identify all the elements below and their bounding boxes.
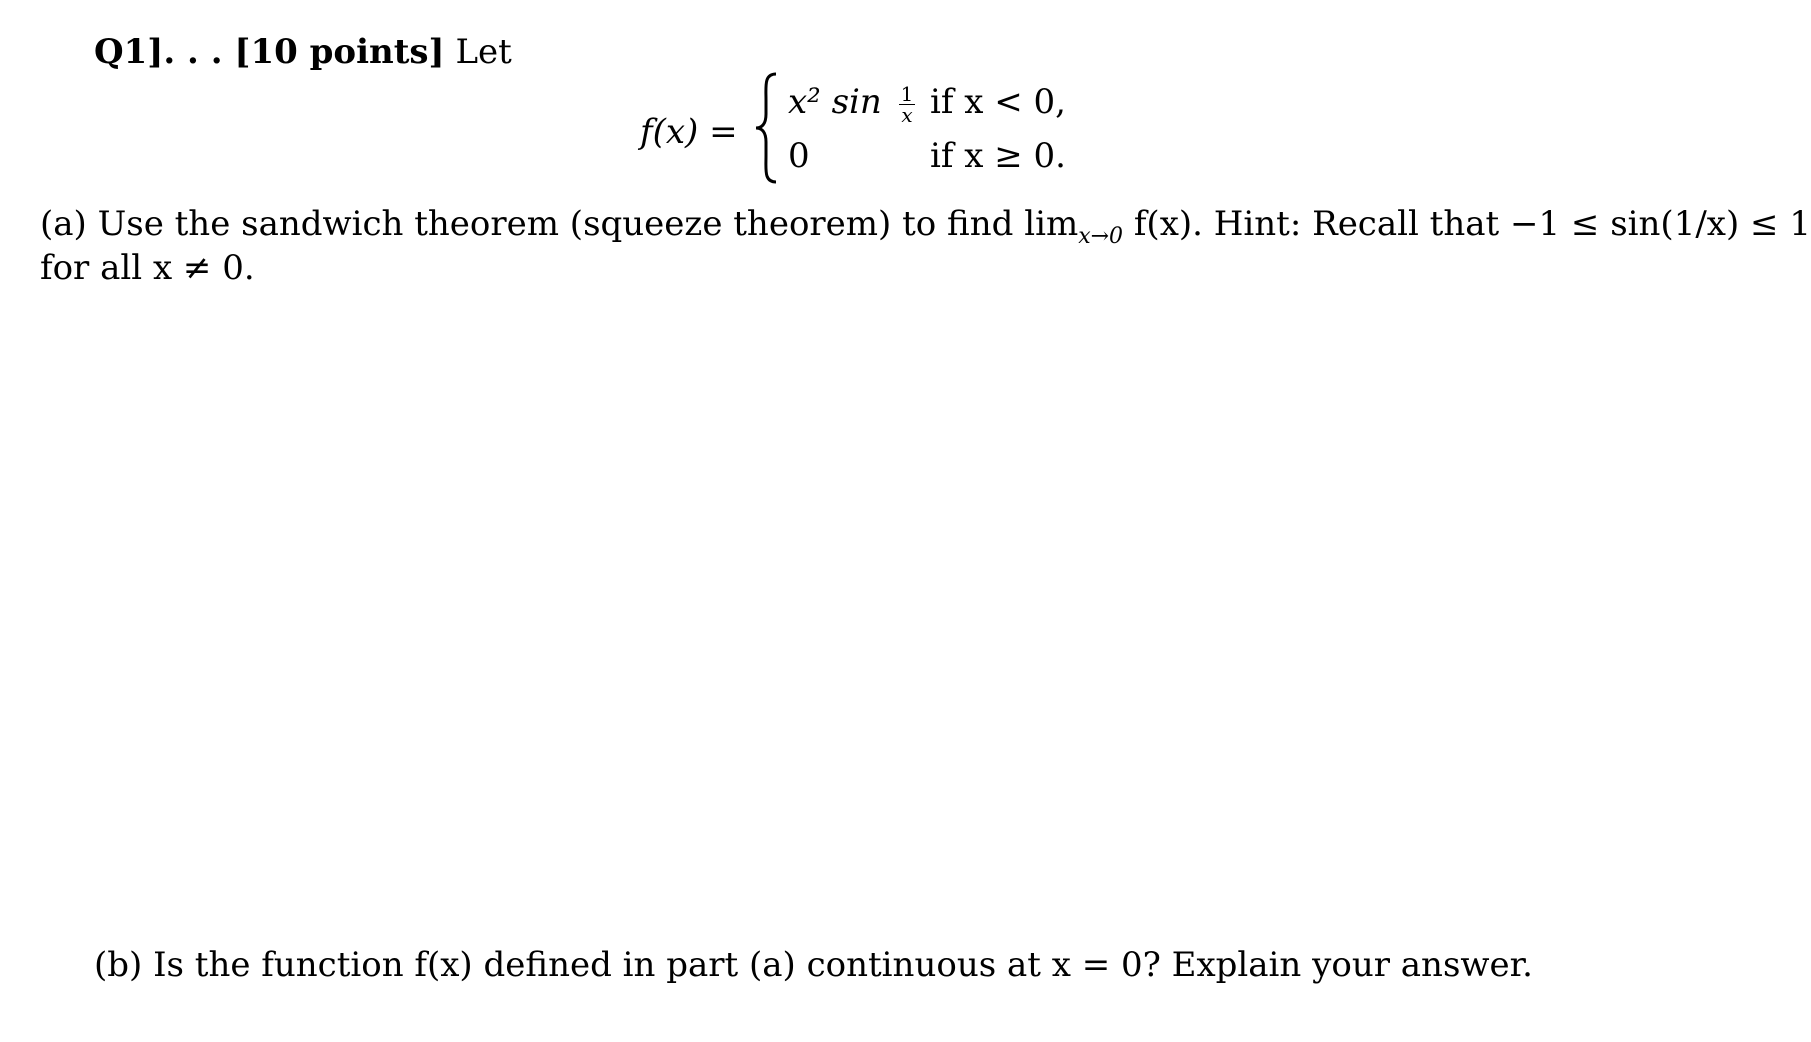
question-heading (94, 32, 512, 72)
case1-condition: if x < 0, (930, 82, 1066, 122)
fraction-denominator: x (901, 102, 913, 127)
case2-condition: if x ≥ 0. (930, 136, 1066, 176)
case1-fraction (899, 81, 916, 127)
piecewise-brace (752, 70, 782, 186)
part-a-text-start: (a) Use the sandwich theorem (squeeze theorem) to find lim (40, 204, 1079, 244)
part-a-continuation: for all x ≠ 0. (40, 248, 255, 288)
question-label: Q1]. . . [10 points] (94, 32, 445, 72)
fraction-numerator: 1 (900, 81, 914, 106)
part-a-text-end: f(x). Hint: Recall that −1 ≤ sin(1/x) ≤ 1 (1123, 204, 1811, 244)
case1-expression (788, 82, 915, 125)
question-intro: Let (455, 32, 512, 72)
limit-subscript: x→0 (1078, 223, 1124, 249)
case1-expression-text: x² sin (788, 82, 882, 122)
case2-expression: 0 (788, 136, 810, 176)
part-a-question (40, 204, 1811, 249)
function-lhs: f(x) = (640, 112, 738, 152)
part-b-question: (b) Is the function f(x) defined in part (a) continuous at x = 0? Explain your answer. (94, 945, 1533, 985)
